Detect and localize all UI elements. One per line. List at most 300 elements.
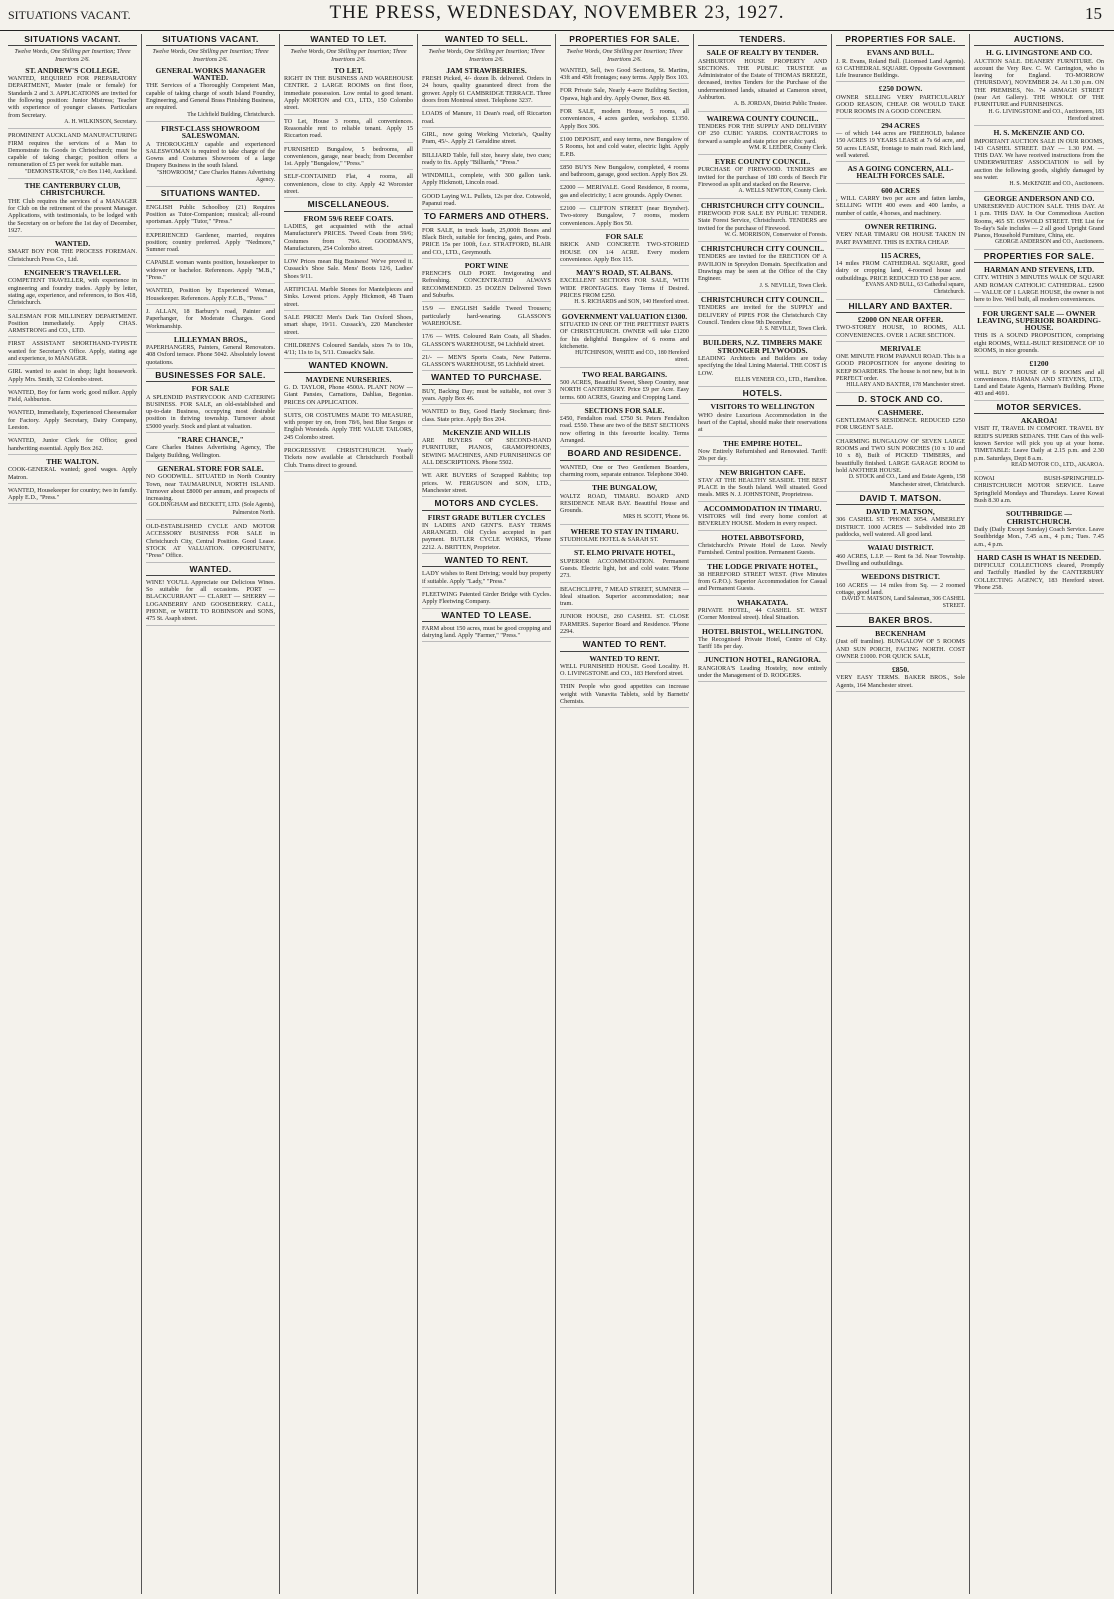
ad-headline: FIRST GRADE BUTLER CYCLES [427, 512, 546, 522]
ad-headline: AS A GOING CONCERN, ALL-HEALTH FORCES SALE. [847, 164, 954, 181]
ad-body: IN LADIES AND GENT'S. EASY TERMS ARRANGED. Old Cycles accepted in part payment. BUTLER CYCLE WORKS, 'Phone 2212. A. BRITTEN, Proprietor. [422, 521, 551, 551]
classified-ad [698, 469, 827, 502]
classified-ad [836, 345, 965, 393]
classified-ad [422, 131, 551, 149]
ad-body: 38 HEREFORD STREET WEST. (Five Minutes from G.P.O.). Superior Accommodation for Casual and Permanent Guests. [698, 570, 827, 593]
classified-ad [698, 115, 827, 155]
section-heading: TENDERS. [698, 36, 827, 46]
ad-headline: THE WALTON. [46, 456, 99, 466]
ad-headline: VISITORS TO WELLINGTON [710, 402, 815, 412]
classified-ad [8, 368, 137, 386]
ad-body: WANTED, Position by Experienced Woman, Housekeeper. References. Apply F.C.B., "Press." [146, 287, 275, 302]
ad-body: 21/- — MEN'S Sports Coats, New Patterns. GLASSON'S WAREHOUSE, 95 Lichfield street. [422, 353, 551, 369]
ad-signature: A. WELLS NEWTON, County Clerk. [738, 188, 827, 195]
classified-ad [560, 407, 689, 447]
ad-body: DIFFICULT COLLECTIONS cleared, Promptly and Tactfully Handled by the CANTERBURY COLLECTING AGENCY, 183 Hereford street. 'Phone 258. [974, 562, 1104, 591]
classified-ad [422, 570, 551, 588]
classified-ad [560, 108, 689, 133]
ad-body: SITUATED IN ONE OF THE PRETTIEST PARTS OF CHRISTCHURCH. OWNER will take £1200 for his delightful Bungalow of 6 rooms and kitchenette. [560, 320, 689, 350]
insertion-rate: Twelve Words, One Shilling per Insertion; Three Insertions 2/6. [566, 49, 683, 63]
ad-body: TENDERS are invited for the SUPPLY and DELIVERY of PIPES FOR the Christchurch City Council. Tenders close 9th December. [698, 304, 827, 326]
ad-signature: J. S. NEVILLE, Town Clerk. [759, 326, 827, 333]
classified-ad [836, 85, 965, 118]
section-heading: WANTED TO RENT. [560, 641, 689, 651]
classified-ad [146, 308, 275, 333]
column-3 [280, 34, 418, 1594]
ad-signature: MRS H. SCOTT, 'Phone 96. [623, 514, 689, 521]
ad-body: EXCELLENT SECTIONS FOR SALE, WITH WIDE FRONTAGES. Easy Terms if Desired. PRICES FROM £250. [560, 277, 689, 300]
ad-body: WANTED, REQUIRED FOR PREPARATORY DEPARTMENT, Master (male or female) for Standards 2 and 3. APPLICATIONS are invited for the following position: Junior Mistress; Teacher with experience of younger classes. Particulars from Secretary. [8, 75, 137, 119]
section-heading: PROPERTIES FOR SALE. [974, 253, 1104, 263]
ad-signature: WM. R. LEEDER, County Clerk. [748, 144, 827, 151]
ad-body: FRENCH'S OLD PORT. Invigorating and Refreshing. CONCENTRATED ALWAYS RECOMMENDED. 25 DOZEN Delivered Town and Suburbs. [422, 270, 551, 300]
ad-headline: GENERAL STORE FOR SALE. [157, 463, 264, 473]
ad-body: UNRESERVED AUCTION SALE. THIS DAY. At 1 p.m. THIS DAY. In Our Commodious Auction Rooms, 465 ST. OSWOLD STREET. THE List for To-day's Sale includes — 2 all good Upright Grand Pianos, Household Furniture, China, etc. [974, 202, 1104, 240]
ad-headline: MAY'S ROAD, ST. ALBANS. [576, 268, 673, 278]
classified-columns [4, 34, 1110, 1594]
classified-ad [422, 625, 551, 643]
ad-body: THE Club requires the services of a MANAGER for Club on the retirement of the present Manager. Applications, with testimonials, to be lodged with the Secretary on or before the 1st day of December, 1927. [8, 197, 137, 234]
ad-body: FARM about 150 acres, must be good cropping and dairying land. Apply "Farmer," "Press." [422, 624, 551, 640]
ad-headline: SECTIONS FOR SALE. [584, 405, 665, 415]
classified-ad [560, 313, 689, 368]
classified-ad [8, 67, 137, 129]
ad-body: GIRL, now going Working Victoria's, Quality Pram, 45/-. Apply 21 Geraldine street. [422, 130, 551, 146]
classified-ad [422, 193, 551, 211]
classified-ad [974, 195, 1104, 250]
classified-ad [284, 412, 413, 444]
ad-body: FURNISHED Bungalow, 5 bedrooms, all conveniences, garage, near beach; from December 1st. Apply "Bungalow," "Press." [284, 145, 413, 168]
ad-body: £450, Fendalton road. £750 St. Peters Fendalton road. £550. These are two of the BEST SECTIONS now offering in this favourite locality. Terms Arranged. [560, 415, 689, 445]
classified-ad [560, 233, 689, 266]
classified-ad [146, 259, 275, 284]
ad-body: VISIT IT, TRAVEL IN COMFORT. TRAVEL BY REID'S SUPERB SEDANS. THE Cars of this well-known Service will pick you up at your home. TIMETABLE: Leave Daily at 2.15 p.m. and 2.30 p.m. Saturdays, Dept 8 a.m. [974, 425, 1104, 462]
classified-ad [560, 528, 689, 547]
classified-ad [422, 67, 551, 107]
ad-headline: £250 DOWN. [878, 84, 923, 94]
classified-ad [698, 563, 827, 596]
section-heading: TO FARMERS AND OTHERS. [422, 213, 551, 223]
ad-signature: D. STOCK and CO., Land and Estate Agents, 158 Manchester street, Christchurch. [848, 474, 965, 488]
classified-ad [974, 266, 1104, 306]
ad-signature: J. S. NEVILLE, Town Clerk. [759, 282, 827, 289]
ad-body: SALESMAN FOR MILLINERY DEPARTMENT. Position immediately. Apply CHAS. ARMSTRONG and CO., LTD. [8, 312, 137, 335]
ad-body: FOR SALE, in truck loads, 25,000ft Boxes and Black Birch, suitable for fencing, gates, and Posts. PRICE 15s per 100ft, f.o.r. STRATFORD, BLAIR and CO., LTD., Greymouth. [422, 226, 551, 256]
classified-ad [836, 666, 965, 692]
classified-ad [560, 655, 689, 681]
ad-headline: GENERAL WORKS MANAGER WANTED. [155, 65, 266, 83]
classified-ad [698, 296, 827, 336]
ad-body: TENDERS are invited for the ERECTION OF A PAVILION in Spreydon Domain. Specification and Drawings may be seen at the Office of the City Engineer. [698, 253, 827, 283]
classified-ad [8, 182, 137, 237]
ad-body: WANTED, Boy for farm work; good milker. Apply Field, Ashburton. [8, 388, 137, 404]
ad-headline: ST. ANDREW'S COLLEGE. [25, 65, 120, 75]
ad-body: LOW Prices mean Big Business! We've proved it. Cussack's Shoe Sale. Mens' Boots 12/6, Ladies' Shoes 9/11. [284, 258, 413, 280]
ad-signature: H. S. McKENZIE and CO., Auctioneers. [1009, 181, 1104, 188]
ad-body: JUNIOR HOUSE, 260 CASHEL ST. CLOSE FARMERS. Superior Board and Residence. 'Phone 2294. [560, 613, 689, 635]
classified-ad [836, 508, 965, 541]
ad-headline: HOTEL ABBOTSFORD, [721, 532, 804, 542]
ad-headline: WANTED TO RENT. [589, 653, 660, 663]
classified-ad [146, 436, 275, 462]
classified-ad [146, 287, 275, 305]
ad-body: FRESH Picked, 4/- dozen lb. delivered. Orders in 24 hours, quality guaranteed direct from the grower. Apply 61 CAMBRIDGE TERRACE. Three doors from Montreal street. Telephone 3237. [422, 75, 551, 105]
ad-body: 460 ACRES, L.I.P. — Rent 6s 3d. Near Township. Dwelling and outbuildings. [836, 552, 965, 567]
section-heading: BOARD AND RESIDENCE. [560, 450, 689, 460]
ad-body: ASHBURTON HOUSE PROPERTY AND SECTIONS. THE PUBLIC TRUSTEE as Administrator of the Estate of THOMAS BREEZE, deceased, invites Tenders for the Purchase of the undermentioned lands, situated at Cameron street, Ashburton. [698, 57, 827, 102]
ad-body: GOOD Laying W.L. Pullets, 12s per doz. Cotswold, Papanui road. [422, 192, 551, 208]
ad-headline: 115 ACRES, [880, 250, 921, 260]
ad-headline: FIRST-CLASS SHOWROOM SALESWOMAN. [161, 123, 260, 141]
section-heading: PROPERTIES FOR SALE. [560, 36, 689, 46]
ad-headline: CHRISTCHURCH CITY COUNCIL. [700, 294, 825, 304]
ad-body: ONE MINUTE FROM PAPANUI ROAD. This is a GOOD PROPOSITION for anyone desiring to KEEP BOARDERS. The house is not new, but is in PERFECT order. [836, 353, 965, 382]
classified-ad [836, 438, 965, 492]
ad-body: LOADS of Manure, 11 Dean's road, off Riccarton road. [422, 110, 551, 125]
section-heading: WANTED TO SELL. [422, 36, 551, 46]
ad-body: LEADING Architects and Builders are today specifying the Ideal Lining Material. THE COST IS LOW. [698, 354, 827, 377]
ad-headline: EVANS AND BULL. [866, 48, 935, 58]
classified-ad [698, 403, 827, 436]
masthead [0, 0, 1114, 31]
insertion-rate: Twelve Words, One Shilling per Insertion; Three Insertions 2/6. [290, 49, 407, 63]
ad-signature: ELLIS VENEER CO., LTD., Hamilton. [734, 376, 827, 383]
section-heading: WANTED TO LET. [284, 36, 413, 46]
ad-headline: WANTED. [54, 239, 91, 249]
ad-headline: HOTEL BRISTOL, WELLINGTON. [701, 626, 824, 636]
ad-headline: TWO REAL BARGAINS. [581, 369, 668, 379]
ad-headline: CHRISTCHURCH CITY COUNCIL. [700, 244, 825, 254]
ad-body: COOK-GENERAL wanted; good wages. Apply Matron. [8, 466, 137, 481]
classified-ad [974, 129, 1104, 191]
ad-headline: WHERE TO STAY IN TIMARU. [570, 526, 679, 536]
classified-ad [284, 146, 413, 171]
classified-ad [8, 313, 137, 338]
classified-ad [836, 544, 965, 570]
ad-body: WANTED, Immediately, Experienced Cheesemaker for Factory. Apply Secretary, Dairy Company, Leeston. [8, 409, 137, 432]
ad-body: 306 CASHEL ST. 'PHONE 3054. AMBERLEY DISTRICT. 1000 ACRES — Subdivided into 28 paddocks, well watered. All good land. [836, 516, 965, 539]
ad-body: TENDERS FOR THE SUPPLY AND DELIVERY OF 250 CUBIC YARDS. CONTRACTORS to forward a sample and state price per cubic yard. [698, 122, 827, 145]
classified-ad [836, 187, 965, 220]
classified-ad [146, 465, 275, 520]
column-1 [4, 34, 142, 1594]
classified-ad [422, 227, 551, 259]
classified-ad [8, 240, 137, 266]
classified-ad [284, 314, 413, 339]
ad-body: SALE PRICE! Men's Dark Tan Oxford Shoes, smart shape, 19/11. Cussack's, 220 Manchester street. [284, 313, 413, 336]
classified-ad [146, 385, 275, 433]
ad-body: OWNER SELLING VERY PARTICULARLY GOOD REASON, CHEAP. OR WOULD TAKE FOUR ROOMS IN A GOOD CONCERN. [836, 93, 965, 116]
classified-ad [836, 630, 965, 663]
section-heading: DAVID T. MATSON. [836, 495, 965, 505]
ad-headline: OWNER RETIRING. [864, 221, 937, 231]
section-heading: WANTED. [146, 566, 275, 576]
ad-body: J. ALLAN, 18 Barbury's road, Painter and Paperhanger, for Moderate Charges. Good Workmanship. [146, 307, 275, 330]
ad-body: ENGLISH Public Schoolboy (21) Requires Position as Tutor-Companion; musical; all-round sportsman. Apply "Tutor," "Press." [146, 203, 275, 226]
classified-ad [560, 164, 689, 182]
classified-ad [8, 269, 137, 309]
classified-ad [560, 67, 689, 85]
classified-ad [284, 376, 413, 409]
ad-headline: ACCOMMODATION IN TIMARU. [703, 503, 822, 513]
classified-ad [146, 579, 275, 626]
ad-signature: "DEMONSTRATOR," c/o Box 1140, Auckland. [24, 168, 137, 175]
classified-ad [8, 132, 137, 179]
ad-signature: A. H. WILKINSON, Secretary. [64, 118, 137, 125]
section-heading: WANTED TO RENT. [422, 557, 551, 567]
ad-headline: GEORGE ANDERSON AND CO. [983, 193, 1095, 203]
classified-ad [284, 258, 413, 283]
ad-body: PROMINENT AUCKLAND MANUFACTURING FIRM requires the services of a Man to Demonstrate its Goods in Christchurch; must be capable of taking charge; position offers a remuneration of £5 per week for suitable man. [8, 132, 137, 169]
classified-ad [836, 223, 965, 249]
classified-ad [422, 333, 551, 351]
ad-headline: MAYDENE NURSERIES. [305, 374, 392, 384]
classified-ad [698, 339, 827, 387]
ad-body: LADY wishes to Rent Driving; would buy property if suitable. Apply "Lady," "Press." [422, 570, 551, 585]
ad-body: EXPERIENCED Gardener, married, requires position; country preferred. Apply "Nedmore," Sumner road. [146, 231, 275, 254]
ad-body: G. D. TAYLOR, Phone 4500A. PLANT NOW — Giant Pansies, Carnations, Dahlias, Begonias. PRICES ON APPLICATION. [284, 383, 413, 406]
ad-body: 15/9 — ENGLISH Saddle Tweed Trousers; particularly hard-wearing. GLASSON'S WAREHOUSE. [422, 305, 551, 327]
ad-body: SMART BOY FOR THE PROCESS FOREMAN. Christchurch Press Co., Ltd. [8, 248, 137, 263]
ad-body: PROGRESSIVE CHRISTCHURCH. Yearly Tickets now available at Christchurch Football Club. Trams direct to ground. [284, 447, 413, 469]
ad-signature: GOLDINGHAM and BECKETT, LTD. (Sole Agents), Palmerston North. [148, 502, 275, 516]
classified-ad [974, 554, 1104, 594]
classified-ad [146, 125, 275, 187]
classified-ad [560, 586, 689, 611]
ad-headline: HARD CASH IS WHAT IS NEEDED. [976, 552, 1102, 562]
classified-ad [284, 173, 413, 198]
classified-ad [422, 429, 551, 469]
ad-headline: WAIREWA COUNTY COUNCIL. [706, 113, 819, 123]
ad-body: PRIVATE HOTEL, 44 CASHEL ST. WEST (Corner Montreal street). Ideal Situation. [698, 607, 827, 622]
ad-body: AUCTION SALE. DEANERY FURNITURE. On account the Very Rev. C. W. Carrington, who is leaving for England. TO-MORROW (THURSDAY), NOVEMBER 24. At 1.30 p.m. ON THE PREMISES, No. 74 ARMAGH STREET (near Art Gallery). THE WHOLE OF THE FURNITURE and FURNISHINGS. [974, 57, 1104, 109]
classified-ad [422, 262, 551, 302]
section-heading: WANTED KNOWN. [284, 362, 413, 372]
ad-body: BRICK AND CONCRETE TWO-STORIED HOUSE ON 1/4 ACRE. Every modern convenience. Apply Box 115. [560, 241, 689, 263]
classified-ad [8, 437, 137, 455]
classified-ad [974, 360, 1104, 400]
ad-signature: DAVID T. MATSON, Land Salesman, 306 CASHEL STREET. [841, 596, 965, 610]
ad-body: WANTED, Sell, two Good Sections, St. Martins, 43ft and 45ft frontages; easy terms. Apply Box 103. [560, 66, 689, 82]
ad-body: 500 ACRES, Beautiful Sweet, Sheep Country, near NORTH CANTERBURY. Price £9 per Acre. Easy terms. 600 ACRES, Grazing and Cropping Land. [560, 378, 689, 401]
ad-body: FLEETWING Patented Girder Bridge with Cycles. Apply Fleetwing Company. [422, 590, 551, 606]
insertion-rate: Twelve Words, One Shilling per Insertion; Three Insertions 2/6. [152, 49, 269, 63]
ad-body: WELL FURNISHED HOUSE. Good Locality. H. O. LIVINGSTONE and CO., 183 Hereford street. [560, 662, 689, 678]
ad-body: THIS IS A SOUND PROPOSITION, comprising eight ROOMS, WELL-BUILT RESIDENCE OF 10 ROOMS, in nice grounds. [974, 332, 1104, 354]
ad-body: CHARMING BUNGALOW OF SEVEN LARGE ROOMS and TWO SUN PORCHES (10 x 10 and 10 x 8), Built of PICKED TIMBERS, and beautifully finished. LARGE GARAGE ROOM to hold ANOTHER HOUSE. [836, 437, 965, 474]
classified-ad [836, 316, 965, 342]
ad-headline: THE BUNGALOW, [591, 483, 658, 493]
classified-ad [422, 152, 551, 170]
classified-ad [146, 232, 275, 257]
ad-body: TO Let, House 3 rooms, all conveniences. Reasonable rent to reliable tenant. Apply 15 Riccarton road. [284, 117, 413, 140]
ad-body: FOR Private Sale, Nearly 4-acre Building Section, Opawa, high and dry. Apply Owner, Box 48. [560, 87, 689, 102]
column-2 [142, 34, 280, 1594]
section-heading: PROPERTIES FOR SALE. [836, 36, 965, 46]
ad-body: FIREWOOD FOR SALE BY PUBLIC TENDER. State Forest Service, Christchurch. TENDERS are invited for the purchase of Firewood. [698, 209, 827, 232]
classified-ad [698, 158, 827, 198]
ad-headline: WHAKATATA. [736, 597, 789, 607]
ad-headline: BUILDERS, N.Z. TIMBERS MAKE STRONGER PLYWOODS. [702, 338, 823, 355]
section-heading: BAKER BROS. [836, 617, 965, 627]
classified-ad [8, 409, 137, 434]
ad-body: — of which 144 acres are FREEHOLD, balance 150 ACRES 19 YEARS LEASE at 7s 6d acre, and 50 acres LEASE, frontage to main road. Rich land, well watered. [836, 129, 965, 159]
classified-ad [146, 336, 275, 369]
classified-ad [422, 388, 551, 406]
ad-body: OLD-ESTABLISHED CYCLE AND MOTOR ACCESSORY BUSINESS FOR SALE in Christchurch City, Central Position. Good Lease. STOCK AT VALUATION. OPPORTUNITY, "Press" Office. [146, 523, 275, 560]
section-heading: SITUATIONS WANTED. [146, 190, 275, 200]
classified-ad [8, 340, 137, 365]
ad-body: J. R. Evans, Roland Bull. (Licensed Land Agents). 63 CATHEDRAL SQUARE. Opposite Government Life Insurance Buildings. [836, 57, 965, 80]
ad-headline: NEW BRIGHTON CAFE. [719, 467, 806, 477]
ad-body: PAPERHANGERS, Painters, General Renovators. 408 Oxford terrace. Phone 5042. Absolutely lowest quotations. [146, 344, 275, 366]
ad-body: (Just off tramline). BUNGALOW OF 5 ROOMS AND SUN PORCH, FACING NORTH. COST OWNER £1000. FOR QUICK SALE, [836, 638, 965, 660]
ad-signature: "SHOWROOM," Care Charles Haines Advertising Agency. [156, 169, 275, 184]
ad-body: RIGHT IN THE BUSINESS AND WAREHOUSE CENTRE. 2 LARGE ROOMS on first floor, immediate possession. Low rental to good tenant. Apply MORTON and CO., LTD., 150 Colombo street. [284, 75, 413, 112]
ad-body: Christchurch's Private Hotel de Luxe. Newly Furnished. Central position. Permanent Guests. [698, 541, 827, 557]
ad-headline: WAIAU DISTRICT. [867, 543, 934, 553]
section-heading: HOTELS. [698, 390, 827, 400]
ad-headline: SALE OF REALTY BY TENDER. [706, 48, 819, 58]
classified-ad [974, 417, 1104, 472]
ad-headline: JUNCTION HOTEL, RANGIORA. [704, 655, 821, 665]
classified-ad [8, 458, 137, 484]
classified-ad [698, 505, 827, 531]
ad-signature: The Lichfield Building, Christchurch. [187, 111, 275, 118]
ad-headline: DAVID T. MATSON, [866, 507, 935, 517]
classified-ad [560, 205, 689, 230]
ad-body: IMPORTANT AUCTION SALE IN OUR ROOMS, 143 CASHEL STREET. DAY — 1.30 P.M. — THIS DAY. We have received instructions from the UNDERWRITERS' ASSOCIATION to sell by auction the following goods, slightly damaged by sea water. [974, 137, 1104, 182]
classified-ad [560, 269, 689, 309]
ad-body: THE Services of a Thoroughly Competent Man, capable of taking charge of south Island Foundry, Engineering, and General Brass Finishing Business, are required. [146, 82, 275, 112]
classified-ad [284, 67, 413, 115]
classified-ad [836, 122, 965, 162]
ad-signature: W. G. MORRISON, Conservator of Forests. [724, 231, 827, 238]
ad-body: GENTLEMAN'S RESIDENCE. REDUCED £250 FOR URGENT SALE. [836, 417, 965, 432]
ad-headline: H. G. LIVINGSTONE AND CO. [986, 48, 1092, 58]
section-heading: MISCELLANEOUS. [284, 201, 413, 211]
section-heading: BUSINESSES FOR SALE. [146, 372, 275, 382]
classified-ad [698, 202, 827, 242]
ad-body: BUY, Backing Day; must be suitable, not over 3 years. Apply Box 46. [422, 387, 551, 402]
column-8 [970, 34, 1108, 1594]
ad-body: FOR SALE, modern House, 5 rooms, all conveniences, 4 acres garden, workshop. £1350. Apply Box 306. [560, 108, 689, 130]
ad-body: , WILL CARRY two per acre and fatten lambs, SELLING WITH 400 ewes and 400 lambs, a number of cattle, 4 horses, and machinery. [836, 195, 965, 217]
ad-signature: GEORGE ANDERSON and CO., Auctioneers. [994, 239, 1104, 246]
classified-ad [560, 683, 689, 708]
ad-body: WHO desire Luxurious Accommodation in the heart of the Capital, should make their reservations at [698, 411, 827, 434]
ad-headline: "RARE CHANCE," [177, 435, 244, 445]
ad-headline: THE EMPIRE HOTEL. [722, 438, 803, 448]
classified-ad [146, 67, 275, 122]
ad-headline: ST. ELMO PRIVATE HOTEL, [573, 548, 676, 558]
section-heading: MOTORS AND CYCLES. [422, 500, 551, 510]
classified-ad [8, 487, 137, 505]
section-heading: WANTED TO LEASE. [422, 612, 551, 622]
ad-signature: EVANS AND BULL, 63 Cathedral square, Christchurch. [865, 282, 965, 296]
ad-headline: SOUTHBRIDGE — CHRISTCHURCH. [1005, 509, 1073, 526]
ad-body: £2100 — CLIFTON STREET (near Bryndwr). Two-storey Bungalow, 7 rooms, modern conveniences. Apply Box 50. [560, 205, 689, 227]
classified-ad [422, 591, 551, 609]
ad-body: SUITS, OR COSTUMES MADE TO MEASURE, with proper try on, from 78/6, best Blue Serges or English Worsteds. Apply THE VALUE TAILORS, 245 Colombo street. [284, 411, 413, 441]
ad-body: The Recognised Private Hotel, Centre of City. Tariff 18s per day. [698, 635, 827, 651]
ad-body: VISITORS will find every home comfort at BEVERLEY HOUSE. Modern in every respect. [698, 513, 827, 528]
classified-ad [284, 215, 413, 255]
ad-body: GIRL wanted to assist in shop; light housework. Apply Mrs. Smith, 32 Colombo street. [8, 368, 137, 383]
ad-headline: CHRISTCHURCH CITY COUNCIL. [700, 200, 825, 210]
ad-headline: TO LET. [333, 65, 364, 75]
ad-signature: H. S. RICHARDS and SON, 140 Hereford street. [574, 299, 689, 306]
classified-ad [560, 549, 689, 582]
classified-ad [422, 305, 551, 330]
ad-body: WINDMILL, complete, with 300 gallon tank. Apply Hickmott, Lincoln road. [422, 172, 551, 187]
section-heading: HILLARY AND BAXTER. [836, 303, 965, 313]
classified-ad [698, 440, 827, 466]
section-heading: D. STOCK AND CO. [836, 396, 965, 406]
section-heading: SITUATIONS VACANT. [146, 36, 275, 46]
ad-body: WANTED, Junior Clerk for Office; good handwriting essential. Apply Box 262. [8, 437, 137, 452]
classified-ad [698, 49, 827, 111]
column-7 [832, 34, 970, 1594]
ad-signature: READ MOTOR CO., LTD., AKAROA. [1011, 461, 1104, 468]
ad-body: RANGIORA'S Leading Hostelry, now entirely under the Management of D. RODGERS. [698, 664, 827, 680]
ad-headline: £850. [891, 665, 910, 675]
newspaper-title: THE PRESS, WEDNESDAY, NOVEMBER 23, 1927. [329, 2, 785, 23]
ad-headline: EYRE COUNTY COUNCIL. [714, 157, 811, 167]
ad-body: COMPETENT TRAVELLER, with experience in engineering and foundry trades. Apply by letter, stating age, experience, and references, to Box 418, Christchurch. [8, 277, 137, 307]
ad-body: KOWAI BUSH-SPRINGFIELD-CHRISTCHURCH MOTOR SERVICE. Leave Springfield Mondays and Thursdays. Leave Kowai Bush 8.30 a.m. [974, 475, 1104, 505]
classified-ad [422, 354, 551, 372]
ad-body: WINE! YOU'LL Appreciate our Delicious Wines. So suitable for all occasions. PORT — BLACKCURRANT — CLARET — SHERRY — LOGANBERRY AND GOOSEBERRY. CALL, PHONE, or WRITE TO ROBINSON and SONS, 475 St. Asaph street. [146, 578, 275, 623]
ad-headline: WEEDONS DISTRICT. [861, 572, 940, 582]
ad-body: THIN People who good appetites can increase weight with Vanavita Tablets, sold by Barnetts' Chemists. [560, 683, 689, 706]
ad-headline: GOVERNMENT VALUATION £1300. [561, 311, 688, 321]
ad-headline: LILLEYMAN BROS., [173, 334, 248, 344]
classified-ad [284, 118, 413, 143]
ad-signature: H. G. LIVINGSTONE and CO., Auctioneers, 183 Hereford street. [988, 108, 1104, 122]
ad-headline: PORT WINE [464, 260, 509, 270]
classified-ad [422, 408, 551, 426]
classified-ad [560, 184, 689, 202]
ad-body: LADIES, get acquainted with the actual Manufacturer's PRICES. Tweed Coats from 59/6; Costumes from 79/6. GOODMAN'S, Manufacturers, 254 Colombo street. [284, 222, 413, 252]
ad-body: WANTED to Buy, Good Hardy Stockman; first-class. State price. Apply Box 204. [422, 408, 551, 423]
ad-body: STUDHOLME HOTEL & SARAH ST. [560, 536, 659, 544]
ad-body: WALTZ ROAD, TIMARU. BOARD AND RESIDENCE NEAR BAY. Beautiful House and Grounds. [560, 492, 689, 515]
classified-ad [974, 310, 1104, 358]
classified-ad [284, 447, 413, 472]
section-heading: AUCTIONS. [974, 36, 1104, 46]
column-6 [694, 34, 832, 1594]
classified-ad [974, 510, 1104, 550]
ad-headline: MERIVALE [880, 343, 921, 353]
classified-ad [560, 484, 689, 524]
ad-body: NO GOODWILL. SITUATED in North Country Town, near TAUMARUNUI, NORTH ISLAND. Turnover about £8000 per annum, and prospects of increasing. [146, 473, 275, 503]
ad-headline: FOR SALE [191, 384, 230, 394]
ad-body: SELF-CONTAINED Flat, 4 rooms, all conveniences, close to city. Apply 42 Worcester street. [284, 173, 413, 196]
ad-body: BILLIARD Table, full size, heavy slate, two cues; ready to fix. Apply "Billiards," "Press." [422, 151, 551, 166]
ad-body: WE ARE BUYERS of Scrapped Rabbits; top prices. W. FERGUSON and SON, LTD., Manchester street. [422, 472, 551, 494]
ad-signature: A. B. JORDAN, District Public Trustee. [733, 101, 827, 108]
classified-ad [698, 599, 827, 625]
ad-body: 14 miles FROM CATHEDRAL SQUARE, good dairy or cropping land, 4-roomed house and outbuildings. PRICE REDUCED TO £38 per acre. [836, 260, 965, 282]
ad-headline: FOR URGENT SALE — OWNER LEAVING, SUPERIOR BOARDING-HOUSE. [977, 308, 1101, 333]
ad-body: A SPLENDID PASTRYCOOK AND CATERING BUSINESS. FOR SALE, an old-established and up-to-date Business, occupying most desirable position in thriving township. Turnover about £5000 yearly. Stock and plant at valuation. [146, 393, 275, 430]
ad-headline: McKENZIE AND WILLIS [442, 427, 531, 437]
ad-body: STAY AT THE HEALTHY SEASIDE. THE BEST PLACE in the South Island. Well situated. Good meals. MRS N. J. JOHNSTONE, Proprietress. [698, 476, 827, 499]
classified-ad [836, 409, 965, 435]
ad-body: ARTIFICIAL Marble Stones for Mantelpieces and Sinks. Lowest prices. Apply Hickmott, 48 Tuam street. [284, 286, 413, 308]
ad-body: £100 DEPOSIT, and easy terms, new Bungalow of 5 Rooms, hot and cold water, electric light. Apply E.P.B. [560, 135, 689, 158]
